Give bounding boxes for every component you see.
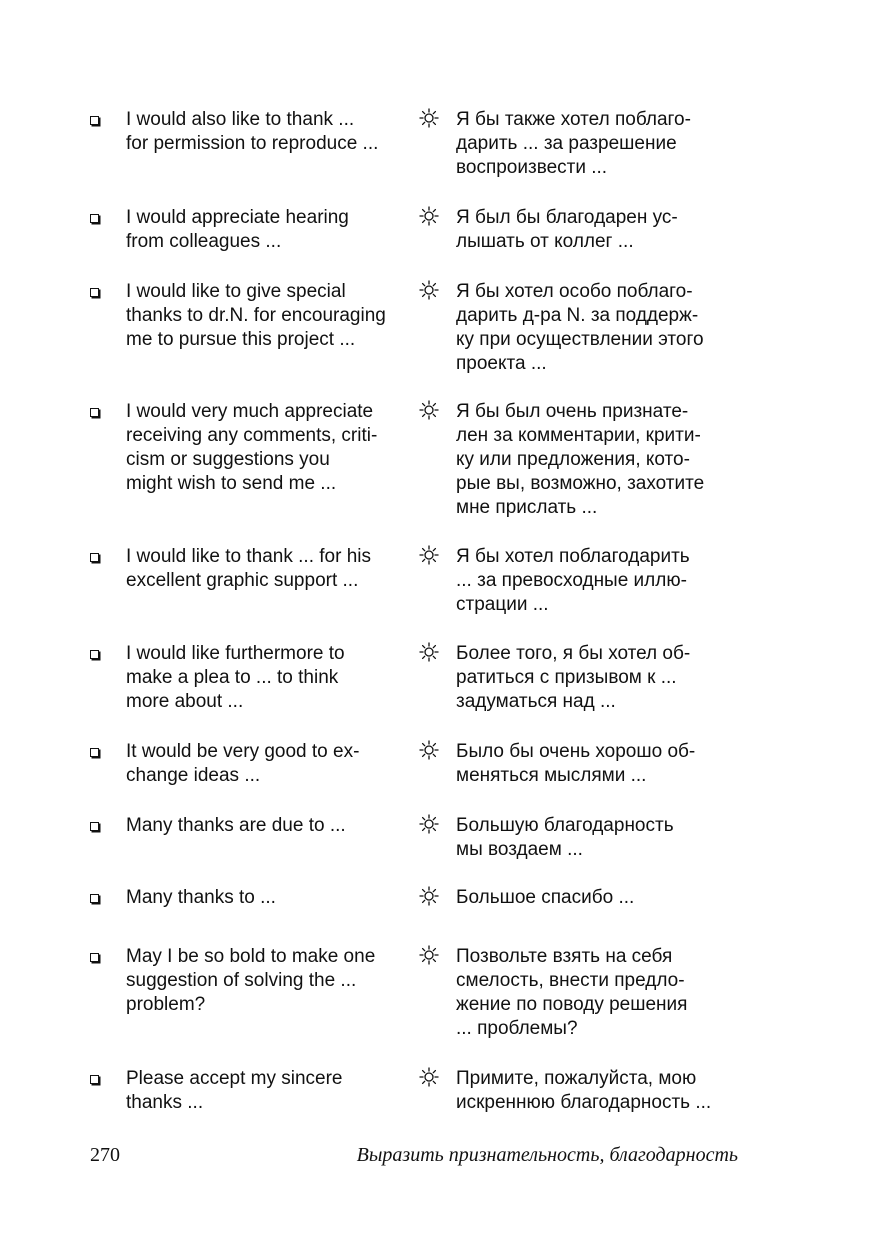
russian-phrase: Позвольте взять на себя смелость, внести предло- жение по поводу решения ... проблемы?: [456, 946, 688, 1039]
checkbox-bullet-icon: [90, 1075, 99, 1084]
russian-phrase: Я был бы благодарен ус- лышать от коллег ...: [456, 207, 678, 252]
sun-icon: [419, 740, 439, 760]
sun-icon: [419, 108, 439, 128]
sun-icon: [419, 1067, 439, 1087]
english-phrase: It would be very good to ex- change ideas ...: [126, 741, 360, 786]
russian-phrase: Большое спасибо ...: [456, 887, 635, 908]
checkbox-bullet-icon: [90, 953, 99, 962]
section-title: Выразить признательность, благодарность: [356, 1144, 738, 1166]
checkbox-bullet-icon: [90, 894, 99, 903]
sun-icon: [419, 886, 439, 906]
english-phrase: I would like to thank ... for his excellent graphic support ...: [126, 546, 372, 591]
english-phrase: I would also like to thank ... for permission to reproduce ...: [126, 109, 379, 154]
russian-phrase: Большую благодарность мы воздаем ...: [456, 815, 674, 860]
english-phrase: Many thanks to ...: [126, 887, 276, 908]
russian-phrase: Я бы также хотел поблаго- дарить ... за разрешение воспроизвести ...: [456, 109, 691, 178]
russian-phrase: Примите, пожалуйста, мою искреннюю благодарность ...: [456, 1068, 712, 1113]
page-number: 270: [90, 1144, 120, 1166]
checkbox-bullet-icon: [90, 288, 99, 297]
sun-icon: [419, 206, 439, 226]
russian-phrase: Более того, я бы хотел об- ратиться с призывом к ... задуматься над ...: [456, 643, 691, 712]
sun-icon: [419, 945, 439, 965]
english-phrase: Many thanks are due to ...: [126, 815, 346, 836]
russian-phrase: Я бы хотел поблагодарить ... за превосходные иллю- страции ...: [456, 546, 690, 615]
english-phrase: I would like to give special thanks to dr.N. for encouraging me to pursue this project ...: [126, 281, 386, 350]
sun-icon: [419, 280, 439, 300]
russian-phrase: Я бы хотел особо поблаго- дарить д-ра N. за поддерж- ку при осуществлении этого проекта ...: [456, 281, 704, 374]
checkbox-bullet-icon: [90, 214, 99, 223]
english-phrase: May I be so bold to make one suggestion of solving the ... problem?: [126, 946, 376, 1015]
sun-icon: [419, 642, 439, 662]
english-phrase: I would appreciate hearing from colleagues ...: [126, 207, 349, 252]
sun-icon: [419, 545, 439, 565]
english-phrase: I would very much appreciate receiving any comments, criti- cism or suggestions you might wish to send me ...: [126, 401, 378, 494]
checkbox-bullet-icon: [90, 748, 99, 757]
russian-phrase: Было бы очень хорошо об- меняться мыслями ...: [456, 741, 696, 786]
english-phrase: Please accept my sincere thanks ...: [126, 1068, 343, 1113]
sun-icon: [419, 400, 439, 420]
checkbox-bullet-icon: [90, 116, 99, 125]
sun-icon: [419, 814, 439, 834]
checkbox-bullet-icon: [90, 553, 99, 562]
checkbox-bullet-icon: [90, 822, 99, 831]
russian-phrase: Я бы был очень признате- лен за комментарии, крити- ку или предложения, кото- рые вы, возможно, захотите мне прислать ...: [456, 401, 705, 518]
english-phrase: I would like furthermore to make a plea to ... to think more about ...: [126, 643, 345, 712]
checkbox-bullet-icon: [90, 650, 99, 659]
checkbox-bullet-icon: [90, 408, 99, 417]
